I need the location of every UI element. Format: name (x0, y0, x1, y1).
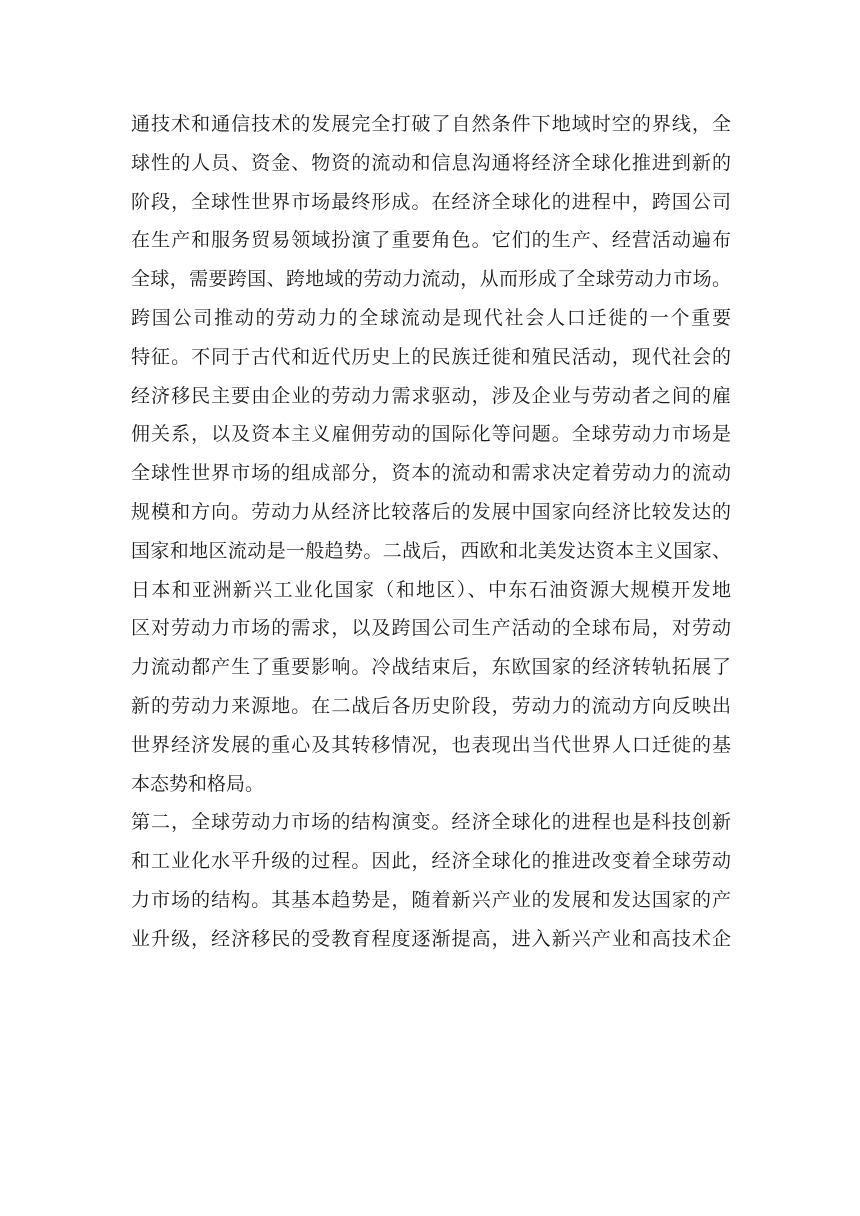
document-page (131, 105, 731, 959)
text-line: 通技术和通信技术的发展完全打破了自然条件下地域时空的界线，全 (131, 113, 731, 135)
text-line: 日本和亚洲新兴工业化国家（和地区）、中东石油资源大规模开发地 (131, 578, 731, 601)
text-line: 和工业化水平升级的过程。因此，经济全球化的推进改变着全球劳动 (131, 850, 731, 873)
text-line: 经济移民主要由企业的劳动力需求驱动，涉及企业与劳动者之间的雇 (131, 384, 731, 407)
text-line: 在生产和服务贸易领域扮演了重要角色。它们的生产、经营活动遍布 (131, 229, 731, 252)
text-line: 球性的人员、资金、物资的流动和信息沟通将经济全球化推进到新的 (131, 151, 731, 174)
text-line: 区对劳动力市场的需求，以及跨国公司生产活动的全球布局，对劳动 (131, 617, 731, 640)
text-line: 业升级，经济移民的受教育程度逐渐提高，进入新兴产业和高技术企 (131, 927, 731, 950)
text-line: 全球性世界市场的组成部分，资本的流动和需求决定着劳动力的流动 (131, 462, 731, 485)
text-line: 阶段，全球性世界市场最终形成。在经济全球化的进程中，跨国公司 (131, 190, 731, 213)
text-line: 力流动都产生了重要影响。冷战结束后，东欧国家的经济转轨拓展了 (131, 656, 731, 679)
text-line: 力市场的结构。其基本趋势是，随着新兴产业的发展和发达国家的产 (131, 888, 731, 911)
paragraph (131, 803, 731, 958)
paragraph (131, 105, 731, 803)
text-line: 特征。不同于古代和近代历史上的民族迁徙和殖民活动，现代社会的 (131, 345, 731, 368)
text-line: 跨国公司推动的劳动力的全球流动是现代社会人口迁徙的一个重要 (131, 306, 731, 329)
text-line: 本态势和格局。 (131, 772, 265, 795)
text-line: 世界经济发展的重心及其转移情况，也表现出当代世界人口迁徙的基 (131, 733, 731, 756)
text-line: 第二，全球劳动力市场的结构演变。经济全球化的进程也是科技创新 (131, 811, 731, 834)
text-line: 全球，需要跨国、跨地域的劳动力流动，从而形成了全球劳动力市场。 (131, 268, 731, 291)
text-line: 规模和方向。劳动力从经济比较落后的发展中国家向经济比较发达的 (131, 500, 731, 523)
text-line: 国家和地区流动是一般趋势。二战后，西欧和北美发达资本主义国家、 (131, 539, 731, 562)
text-line: 佣关系，以及资本主义雇佣劳动的国际化等问题。全球劳动力市场是 (131, 423, 731, 446)
text-line: 新的劳动力来源地。在二战后各历史阶段，劳动力的流动方向反映出 (131, 694, 731, 717)
